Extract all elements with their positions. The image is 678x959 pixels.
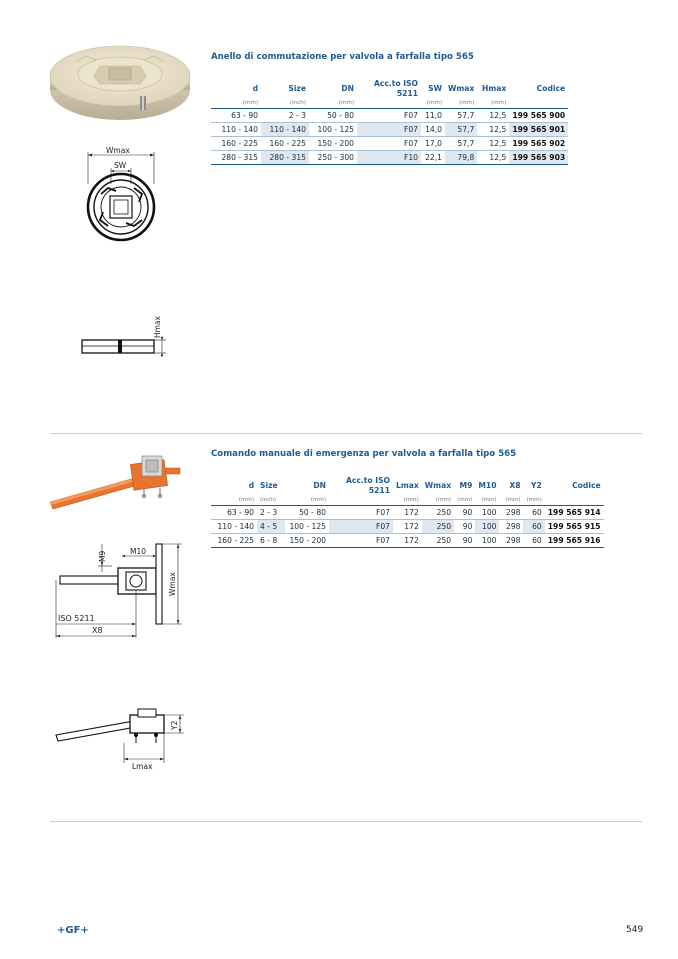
table-cell: 57,7 — [445, 123, 477, 137]
table-cell: F07 — [357, 123, 421, 137]
unit-d: (mm) — [211, 496, 257, 506]
table-row — [211, 109, 568, 123]
table-cell: 250 — [422, 520, 454, 534]
table-cell: 280 - 315 — [211, 151, 261, 165]
table-cell: 50 - 80 — [285, 506, 329, 520]
drawing2-wmax-label: Wmax — [168, 572, 177, 596]
col-m9: M9 — [459, 481, 473, 490]
unit-hmax: (mm) — [477, 99, 509, 109]
col-dn: DN — [313, 481, 326, 490]
emergency-handle-table — [211, 476, 604, 548]
switching-ring-table — [211, 79, 568, 165]
table-cell: 150 - 200 — [309, 137, 357, 151]
table-cell: 12,5 — [477, 151, 509, 165]
col-code: Codice — [572, 481, 601, 490]
table-row — [211, 534, 604, 548]
col-y2: Y2 — [530, 481, 542, 490]
table-cell: 172 — [393, 520, 422, 534]
col-lmax: Lmax — [396, 481, 419, 490]
table-cell: 60 — [523, 506, 544, 520]
table-cell: 2 - 3 — [261, 109, 309, 123]
unit-x8: (mm) — [499, 496, 523, 506]
unit-iso — [329, 496, 393, 506]
col-x8: X8 — [509, 481, 521, 490]
emergency-handle-photo — [46, 452, 186, 514]
table-row — [211, 520, 604, 534]
table-cell: 199 565 916 — [545, 534, 604, 548]
table-cell: 50 - 80 — [309, 109, 357, 123]
table-cell: 199 565 900 — [509, 109, 568, 123]
unit-sw: (mm) — [421, 99, 445, 109]
table-cell: 298 — [499, 534, 523, 548]
table-cell: F07 — [357, 109, 421, 123]
col-code: Codice — [536, 84, 566, 93]
page-number: 549 — [626, 925, 644, 935]
col-sw: SW — [428, 84, 442, 93]
unit-m9: (mm) — [454, 496, 475, 506]
table-cell: 160 - 225 — [261, 137, 309, 151]
table-cell: 100 — [475, 506, 499, 520]
table-cell: 110 - 140 — [211, 123, 261, 137]
drawing1-sw-label: SW — [114, 161, 127, 170]
col-wmax: Wmax — [424, 481, 452, 490]
col-size: Size — [260, 481, 278, 490]
unit-wmax: (mm) — [445, 99, 477, 109]
table-cell: F07 — [329, 506, 393, 520]
table-cell: 22,1 — [421, 151, 445, 165]
table-cell: 90 — [454, 506, 475, 520]
table-cell: 6 - 8 — [257, 534, 285, 548]
table-cell: 250 - 300 — [309, 151, 357, 165]
table-cell: 160 - 225 — [211, 137, 261, 151]
table-cell: 110 - 140 — [211, 520, 257, 534]
table-cell: 298 — [499, 520, 523, 534]
table-cell: 110 - 140 — [261, 123, 309, 137]
switching-ring-top-view-drawing — [76, 144, 166, 249]
table-cell: F10 — [357, 151, 421, 165]
section2-title: Comando manuale di emergenza per valvola a farfalla tipo 565 — [211, 449, 517, 459]
table-cell: 100 — [475, 534, 499, 548]
table-cell: 199 565 914 — [545, 506, 604, 520]
unit-size: (inch) — [257, 496, 285, 506]
table-cell: 57,7 — [445, 109, 477, 123]
col-iso: Acc.to ISO 5211 — [373, 79, 418, 98]
table-cell: 12,5 — [477, 123, 509, 137]
drawing1-wmax-label: Wmax — [106, 146, 130, 155]
table-cell: 160 - 225 — [211, 534, 257, 548]
table-cell: 100 - 125 — [285, 520, 329, 534]
unit-lmax: (mm) — [393, 496, 422, 506]
table-cell: 60 — [523, 534, 544, 548]
table-cell: F07 — [357, 137, 421, 151]
table-cell: 12,5 — [477, 109, 509, 123]
col-dn: DN — [341, 84, 354, 93]
table-cell: 63 - 90 — [211, 109, 261, 123]
col-m10: M10 — [478, 481, 497, 490]
table-cell: 90 — [454, 534, 475, 548]
col-d: d — [248, 481, 254, 490]
switching-ring-side-view-drawing — [76, 310, 171, 360]
drawing2-m10-label: M10 — [130, 547, 147, 556]
table-cell: 2 - 3 — [257, 506, 285, 520]
table-cell: 11,0 — [421, 109, 445, 123]
table-cell: 100 — [475, 520, 499, 534]
drawing2-y2-label: Y2 — [170, 720, 179, 730]
table-cell: 79,8 — [445, 151, 477, 165]
gf-logo: +GF+ — [57, 925, 89, 936]
table-cell: 199 565 902 — [509, 137, 568, 151]
emergency-handle-top-view-drawing — [52, 540, 187, 645]
switching-ring-photo — [46, 42, 194, 124]
unit-d: (mm) — [211, 99, 261, 109]
drawing2-iso-label: ISO 5211 — [58, 614, 95, 623]
table-cell: 90 — [454, 520, 475, 534]
table-cell: 250 — [422, 506, 454, 520]
unit-m10: (mm) — [475, 496, 499, 506]
table-cell: 57,7 — [445, 137, 477, 151]
table-cell: 172 — [393, 506, 422, 520]
table-cell: 199 565 903 — [509, 151, 568, 165]
table-cell: 199 565 915 — [545, 520, 604, 534]
table-cell: 12,5 — [477, 137, 509, 151]
col-iso: Acc.to ISO 5211 — [345, 476, 390, 495]
unit-iso — [357, 99, 421, 109]
table-cell: 4 - 5 — [257, 520, 285, 534]
table-cell: 250 — [422, 534, 454, 548]
unit-size: (inch) — [261, 99, 309, 109]
table-cell: 199 565 901 — [509, 123, 568, 137]
col-d: d — [252, 84, 258, 93]
col-size: Size — [288, 84, 306, 93]
table-cell: 150 - 200 — [285, 534, 329, 548]
emergency-handle-side-view-drawing — [52, 705, 187, 773]
table-cell: 14,0 — [421, 123, 445, 137]
table-row — [211, 123, 568, 137]
unit-wmax: (mm) — [422, 496, 454, 506]
table-cell: F07 — [329, 534, 393, 548]
table-cell: F07 — [329, 520, 393, 534]
col-wmax: Wmax — [448, 84, 475, 93]
table-cell: 63 - 90 — [211, 506, 257, 520]
section-divider — [50, 821, 642, 822]
table-row — [211, 137, 568, 151]
unit-dn: (mm) — [309, 99, 357, 109]
table-cell: 298 — [499, 506, 523, 520]
table-cell: 60 — [523, 520, 544, 534]
section-divider — [50, 433, 642, 434]
table-cell: 172 — [393, 534, 422, 548]
unit-code — [545, 496, 604, 506]
table-cell: 280 - 315 — [261, 151, 309, 165]
table-cell: 100 - 125 — [309, 123, 357, 137]
table-cell: 17,0 — [421, 137, 445, 151]
table-row — [211, 506, 604, 520]
unit-code — [509, 99, 568, 109]
unit-y2: (mm) — [523, 496, 544, 506]
table-row — [211, 151, 568, 165]
drawing2-m9-label: M9 — [98, 550, 107, 562]
unit-dn: (mm) — [285, 496, 329, 506]
drawing1-hmax-label: Hmax — [153, 316, 162, 338]
section1-title: Anello di commutazione per valvola a farfalla tipo 565 — [211, 52, 474, 62]
col-hmax: Hmax — [482, 84, 507, 93]
drawing2-x8-label: X8 — [92, 626, 103, 635]
drawing2-lmax-label: Lmax — [132, 762, 153, 771]
